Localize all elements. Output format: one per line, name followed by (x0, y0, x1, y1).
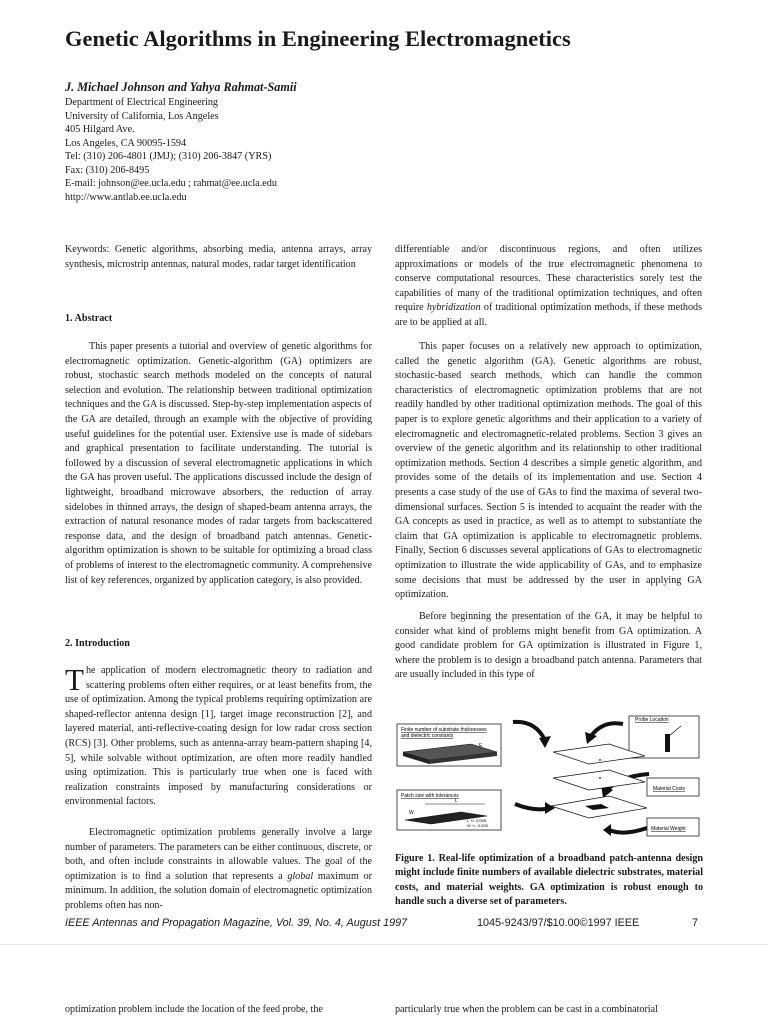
introduction-paragraph-2 (65, 826, 372, 914)
abstract-heading: 1. Abstract (65, 313, 113, 324)
author-names: J. Michael Johnson and Yahya Rahmat-Samii (65, 80, 297, 94)
affiliation-email: E-mail: johnson@ee.ucla.edu ; rahmat@ee.ucla.edu (65, 178, 277, 189)
page-separator (0, 944, 768, 945)
substrate-label-line-2: and dielectric constants (401, 733, 454, 739)
paper-title: Genetic Algorithms in Engineering Electromagnetics (65, 26, 571, 51)
right-text-1b: of traditional optimization methods, if these methods are to be applied at all. (395, 302, 702, 328)
affiliation-line: Tel: (310) 206-4801 (JMJ); (310) 206-3847 (YRS) (65, 151, 272, 162)
page-number: 7 (692, 917, 699, 929)
introduction-text-1: he application of modern electromagnetic theory to radiation and scattering problems often either requires, or at least benefits from, the use of optimization. Among the typical problems requiring optimization are shaped-reflector antenna design [1], target image reconstruction [2], and layered material, anti-reflective-coating design for low radar cross section (RCS) [3]. Other problems, such as antenna-array beam-pattern shaping [4, 5], while solvable without optimization, are often more readily handled using optimization. This is particularly true when one is faced with realization constraints imposed by manufacturing considerations or environmental factors. (65, 665, 372, 808)
weight-label: Material Weight (651, 826, 686, 832)
length-label: L (455, 798, 458, 804)
introduction-heading: 2. Introduction (65, 638, 130, 649)
probe-point (599, 777, 601, 779)
arrow-substrate (513, 722, 545, 740)
next-page-right-line: particularly true when the problem can be cast in a combinatorial (395, 1004, 658, 1015)
patch-label: Patch size with tolerances (401, 793, 459, 799)
substrate-plane (553, 770, 645, 790)
abstract-paragraph (65, 340, 372, 588)
arrow-probe (591, 723, 623, 736)
right-text-3: Before beginning the presentation of the GA, it may be helpful to consider what kind of problems might benefit from GA optimization. A good candidate problem for GA optimization is illustrated in Figure 1, where the problem is to design a broadband patch antenna. Parameters that are usually included in this type of (395, 611, 702, 681)
emphasis-global: global (287, 870, 314, 882)
substrate-label-line-1: Finite number of substrate thicknesses (401, 727, 487, 733)
keywords: Keywords: Genetic algorithms, absorbing media, antenna arrays, array synthesis, microstrip antennas, natural modes, radar target identification (65, 244, 372, 270)
affiliation-line: University of California, Los Angeles (65, 110, 219, 122)
emphasis-hybridization: hybridization (426, 302, 481, 314)
arrow-head (539, 736, 551, 748)
arrow-weight (609, 828, 647, 833)
arrow-head (545, 802, 555, 814)
copyright-code: 1045-9243/97/$10.00©1997 IEEE (477, 917, 640, 929)
length-tolerance: L +/- 0.005 (467, 818, 487, 823)
affiliation-line: 405 Hilgard Ave. (65, 124, 135, 135)
introduction-paragraph-1 (65, 664, 372, 810)
right-paragraph-2 (395, 340, 702, 603)
drop-cap: T (65, 662, 84, 697)
ground-plane (553, 744, 645, 764)
introduction-text-2a: Electromagnetic optimization problems generally involve a large number of parameters. The parameters can be either continuous, discrete, or both, and often include constraints in allowable values. The goal of the optimization is to find a solution that represents a (65, 827, 372, 882)
affiliation-url: http://www.antlab.ee.ucla.edu (65, 191, 187, 203)
cost-label: Material Costs (653, 786, 685, 792)
next-page-left-line: optimization problem include the location of the feed probe, the (65, 1004, 323, 1015)
affiliation-line: Fax: (310) 206-8495 (65, 164, 150, 176)
probe-point (599, 759, 601, 761)
probe-pointer (669, 726, 681, 736)
introduction-text-2b: maximum or minimum. In addition, the solution domain of electromagnetic optimization problems often has non- (65, 870, 373, 911)
probe-label: Probe Location (635, 717, 669, 723)
probe-feed (665, 734, 670, 752)
abstract-text: This paper presents a tutorial and overview of genetic algorithms for electromagnetic optimization. Genetic-algorithm (GA) optimizers are robust, stochastic search methods modeled on the concepts of natural selection and evolution. The relationship between traditional optimization techniques and the GA is discussed. Step-by-step implementation aspects of the GA are detailed, through an example with the objective of providing useful guidelines for the potential user. Extensive use is made of sidebars and graphical presentation to facilitate understanding. The tutorial is followed by a discussion of several electromagnetic applications in which the GA has proven useful. The applications discussed include the design of lightweight, broadband microwave absorbers, the reduction of array sidelobes in thinned arrays, the design of shaped-beam antenna arrays, the extraction of natural resonance modes of radar targets from backscattered response data, and the design of broadband patch antennas. Genetic-algorithm optimization is shown to be suitable for optimizing a broad class of problems of interest to the electromagnetic community. A comprehensive list of key references, organized by application category, is also provided. (65, 341, 372, 586)
affiliation-line: Department of Electrical Engineering (65, 97, 219, 108)
journal-citation: IEEE Antennas and Propagation Magazine, Vol. 39, No. 4, August 1997 (65, 917, 408, 929)
affiliation-line: Los Angeles, CA 90095-1594 (65, 137, 187, 149)
right-paragraph-1 (395, 243, 702, 331)
right-paragraph-3 (395, 610, 702, 683)
width-label: W (409, 810, 414, 816)
right-text-2: This paper focuses on a relatively new approach to optimization, called the genetic algorithm (GA). Genetic algorithms are robust, stochastic-based search methods, which can handle the common characteristics of electromagnetic optimization problems that are not readily handled by other traditional optimization methods. The goal of this paper is to explore genetic algorithms and their application to a variety of electromagnetic and electromagnetic-related problems. Section 3 gives an overview of the genetic algorithm and its relationship to other traditional optimization methods. Section 4 describes a simple genetic algorithm, and provides some of the details of its implementation and use. Section 4 presents a case study of the use of GAs to find the maxima of several two-dimensional surfaces. Section 5 is intended to acquaint the reader with the GA concepts as used in practice, as well as to attempt to substantiate the claim that GA optimization is applicable to electromagnetic problems. Finally, Section 6 discusses several applications of GAs to electromagnetic optimization to illustrate the wide applicability of GAs, and to emphasize some decisions that must be addressed by the user in applying GA optimization. (395, 341, 702, 601)
arrow-head (603, 824, 611, 836)
figure-1-patch-antenna-diagram (395, 706, 705, 846)
epsilon-label: E (479, 743, 483, 749)
right-text-1a: differentiable and/or discontinuous regions, and often utilizes approximations or models of the true electromagnetic phenomena to conserve computational resources. These characteristics sorely test the capabilities of many of the traditional optimization techniques, and often require (395, 244, 702, 314)
figure-1-caption: Figure 1. Real-life optimization of a broadband patch-antenna design might include finite numbers of available dielectric substrates, material costs, and material weights. GA optimization is robust enough to handle such a diverse set of parameters. (395, 853, 703, 907)
width-tolerance: W +/- 0.005 (467, 823, 488, 828)
affiliation-block (65, 96, 277, 204)
